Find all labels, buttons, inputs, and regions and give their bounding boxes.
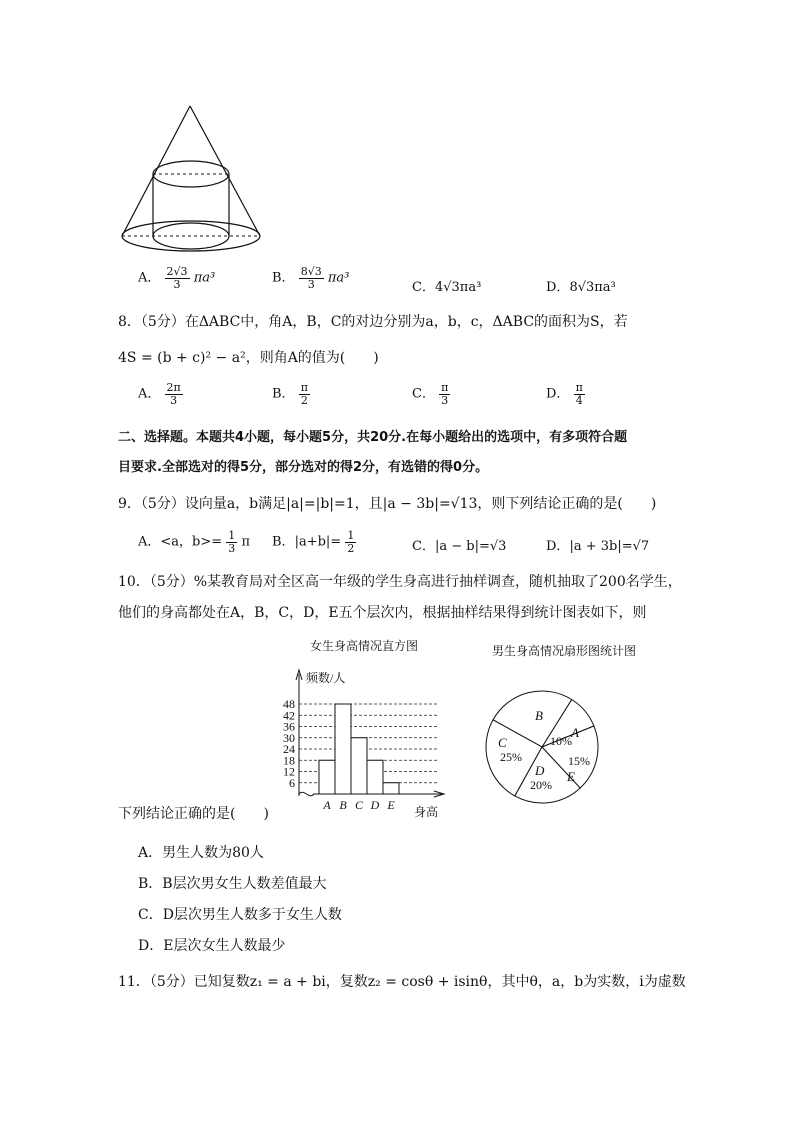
- q9-stem: 9．（5分）设向量a，b满足|a|=|b|=1，且|a − 3b|=√13，则下列结论正确的是( ): [118, 496, 657, 512]
- option-letter: B．: [272, 270, 295, 286]
- option-letter: A．: [138, 270, 161, 286]
- y-tick-label: 42: [283, 708, 295, 723]
- pie-percent-label: 20%: [530, 778, 552, 792]
- q7-option-d[interactable]: [546, 276, 616, 295]
- fraction-denominator: 3: [173, 277, 181, 291]
- pie-percent-label: 15%: [568, 754, 590, 768]
- option-letter: D．: [546, 386, 570, 402]
- histogram-bar: [351, 738, 367, 794]
- q10-stem-line2: 他们的身高都处在A，B，C，D，E五个层次内，根据抽样结果得到统计图表如下，则: [118, 605, 647, 621]
- option-letter: C．: [412, 280, 435, 295]
- x-tick-label: D: [370, 798, 380, 812]
- fraction-denominator: 3: [170, 393, 178, 407]
- pie-percent-label: 10%: [550, 734, 572, 748]
- option-letter: A．: [138, 534, 161, 550]
- q8-stem-line1: 8．（5分）在ΔABC中，角A，B，C的对边分别为a，b，c，ΔABC的面积为S，若: [118, 314, 628, 330]
- q8-option-a[interactable]: [138, 382, 183, 406]
- option-letter: B．: [272, 386, 295, 402]
- histogram-bar: [335, 704, 351, 794]
- histogram-title: 女生身高情况直方图: [310, 639, 419, 653]
- option-text: |a − b|=√3: [434, 539, 507, 554]
- cone-figure: [118, 100, 268, 260]
- fraction-denominator: 3: [228, 541, 236, 555]
- option-letter: D．: [546, 280, 570, 295]
- option-prefix: |a+b|=: [294, 534, 342, 550]
- q9-option-b[interactable]: [272, 530, 356, 554]
- fraction-numerator: π: [441, 381, 449, 394]
- x-tick-label: B: [339, 798, 347, 812]
- fraction-numerator: π: [300, 381, 308, 394]
- y-tick-label: 30: [283, 730, 295, 745]
- option-text: 4√3πa³: [434, 280, 482, 295]
- fraction-numerator: 8√3: [300, 265, 322, 278]
- y-tick-label: 24: [283, 742, 295, 756]
- section2-line2: 目要求.全部选对的得5分，部分选对的得2分，有选错的得0分。: [118, 460, 489, 475]
- option-prefix: <a，b>=: [160, 534, 223, 550]
- q10-stem-line3: 下列结论正确的是( ): [118, 806, 269, 822]
- female-height-histogram: [262, 662, 452, 822]
- q7-option-c[interactable]: [412, 276, 481, 295]
- q7-option-a[interactable]: [138, 266, 215, 290]
- option-text: 8√3πa³: [569, 280, 616, 295]
- q10-option-d[interactable]: D．E层次女生人数最少: [138, 938, 286, 954]
- fraction-numerator: 2√3: [166, 265, 188, 278]
- histogram-bar: [367, 760, 383, 794]
- pie-title: 男生身高情况扇形图统计图: [492, 644, 637, 658]
- male-height-pie-chart: [480, 685, 610, 815]
- q9-option-d[interactable]: [546, 535, 649, 554]
- y-tick-label: 18: [283, 753, 295, 768]
- option-tail: πa³: [193, 270, 216, 286]
- y-tick-label: 48: [283, 697, 295, 711]
- option-text: |a + 3b|=√7: [569, 539, 650, 554]
- option-letter: C．: [412, 386, 435, 402]
- section2-line1: 二、选择题。本题共4小题，每小题5分，共20分.在每小题给出的选项中，有多项符合题: [118, 430, 628, 445]
- fraction-numerator: 1: [347, 529, 355, 542]
- y-tick-label: 12: [283, 764, 295, 779]
- fraction-denominator: 2: [347, 541, 355, 555]
- x-tick-label: A: [323, 798, 331, 812]
- option-letter: C．: [412, 539, 435, 554]
- q8-stem-line2: 4S = (b + c)² − a²，则角A的值为( ): [118, 350, 379, 366]
- q11-stem-line1: 11．（5分）已知复数z₁ = a + bi，复数z₂ = cosθ + isinθ，其中θ，a，b为实数，i为虚数: [118, 974, 686, 990]
- q8-option-d[interactable]: [546, 382, 585, 406]
- y-tick-label: 36: [283, 719, 295, 734]
- histogram-bar: [383, 783, 399, 794]
- q10-option-a[interactable]: A．男生人数为80人: [138, 845, 264, 861]
- option-letter: A．: [138, 386, 161, 402]
- x-tick-label: E: [387, 798, 395, 812]
- q9-option-c[interactable]: [412, 535, 506, 554]
- q7-option-b[interactable]: [272, 266, 349, 290]
- pie-label: D: [535, 763, 545, 778]
- q8-option-b[interactable]: [272, 382, 310, 406]
- q10-stem-line1: 10．（5分）%某教育局对全区高一年级的学生身高进行抽样调查，随机抽取了200名学生，: [118, 574, 682, 590]
- fraction-denominator: 3: [441, 393, 449, 407]
- pie-label: C: [498, 735, 507, 750]
- y-axis-label: 频数/人: [306, 671, 346, 685]
- option-letter: B．: [272, 534, 295, 550]
- option-letter: D．: [546, 539, 570, 554]
- pie-label: A: [571, 725, 579, 740]
- pie-percent-label: 25%: [500, 750, 522, 764]
- q10-option-c[interactable]: C．D层次男生人数多于女生人数: [138, 907, 342, 923]
- fraction-denominator: 3: [307, 277, 315, 291]
- y-tick-label: 6: [289, 775, 295, 790]
- histogram-bar: [319, 760, 335, 794]
- option-tail: π: [241, 534, 250, 550]
- fraction-denominator: 2: [300, 393, 308, 407]
- q10-option-b[interactable]: B．B层次男女生人数差值最大: [138, 876, 327, 892]
- fraction-numerator: 1: [228, 529, 236, 542]
- q8-option-c[interactable]: [412, 382, 450, 406]
- x-axis-label: 身高: [414, 805, 439, 819]
- q9-option-a[interactable]: [138, 530, 250, 554]
- pie-label: B: [535, 708, 543, 723]
- option-tail: πa³: [327, 270, 350, 286]
- pie-label: E: [567, 769, 575, 784]
- fraction-denominator: 4: [575, 393, 583, 407]
- x-tick-label: C: [354, 798, 364, 812]
- fraction-numerator: π: [575, 381, 583, 394]
- fraction-numerator: 2π: [166, 381, 181, 394]
